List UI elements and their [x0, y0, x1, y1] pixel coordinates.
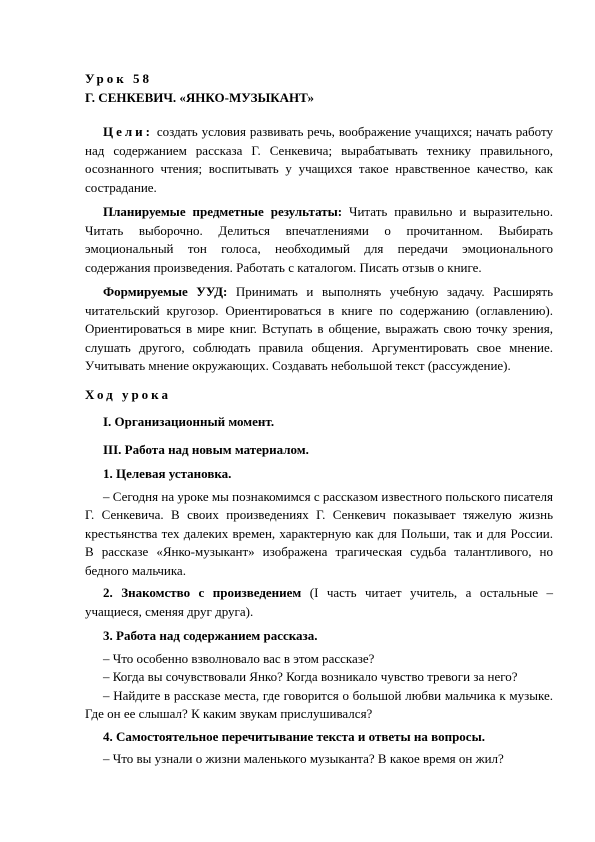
goals-paragraph	[85, 123, 553, 197]
results-paragraph	[85, 203, 553, 277]
sub-2-label: 2. Знакомство с произведением	[103, 585, 302, 600]
question-2: – Когда вы сочувствовали Янко? Когда возникало чувство тревоги за него?	[103, 669, 518, 684]
sub-3-heading: 3. Работа над содержанием рассказа.	[103, 628, 318, 643]
question-1: – Что особенно взволновало вас в этом рассказе?	[103, 650, 375, 666]
goals-label: Цели:	[103, 124, 153, 139]
question-3: – Найдите в рассказе места, где говорится о большой любви мальчика к музыке. Где он ее слышал? К каким звукам прислушивался?	[85, 687, 553, 721]
goals-text: создать условия развивать речь, воображение учащихся; начать работу над содержанием рассказа Г. Сенкевича; вырабатывать технику правильного, осознанного чтения; воспитывать у учащихся такое нравственное качество, как сострадание.	[85, 124, 553, 195]
lesson-number: Урок 58	[85, 71, 152, 86]
sub-2-paragraph	[85, 584, 553, 621]
course-heading: Ход урока	[85, 386, 171, 402]
uud-label: Формируемые УУД:	[103, 284, 228, 299]
question-4: – Что вы узнали о жизни маленького музыканта? В какое время он жил?	[103, 751, 504, 766]
stage-1-heading: I. Организационный момент.	[103, 414, 275, 429]
stage-3-heading: III. Работа над новым материалом.	[103, 441, 309, 457]
results-text: Читать правильно и выразительно. Читать выборочно. Делиться впечатлениями о прочитанном. Выбирать эмоциональный тон голоса, необходимый для передачи эмоционального содержания произведения. Работать с каталогом. Писать отзыв о книге.	[85, 204, 553, 275]
uud-paragraph	[85, 283, 553, 376]
results-label: Планируемые предметные результаты:	[103, 204, 343, 219]
sub-4-heading: 4. Самостоятельное перечитывание текста и ответы на вопросы.	[103, 728, 485, 744]
sub-1-text: – Сегодня на уроке мы познакомимся с рассказом известного польского писателя Г. Сенкевича. В своих произведениях Г. Сенкевич показывает тяжелую жизнь крестьянства тех далеких времен, характерную как для Польши, так и для России. В рассказе «Янко-музыкант» изображена трагическая судьба талантливого, но бедного мальчика.	[85, 488, 553, 578]
lesson-plan	[85, 70, 553, 769]
sub-2-text: (I часть читает учитель, а остальные – учащиеся, сменяя друг друга).	[85, 585, 553, 619]
uud-text: Принимать и выполнять учебную задачу. Расширять читательский кругозор. Ориентироваться в книге по содержанию (оглавлению). Ориентироваться в мире книг. Вступать в общение, выражать свою точку зрения, слушать другого, соблюдать правила общения. Аргументировать свое мнение. Учитывать мнение окружающих. Создавать небольшой текст (рассуждение).	[85, 284, 553, 373]
lesson-title: Г. СЕНКЕВИЧ. «ЯНКО-МУЗЫКАНТ»	[85, 89, 314, 105]
sub-1-heading: 1. Целевая установка.	[103, 466, 232, 481]
